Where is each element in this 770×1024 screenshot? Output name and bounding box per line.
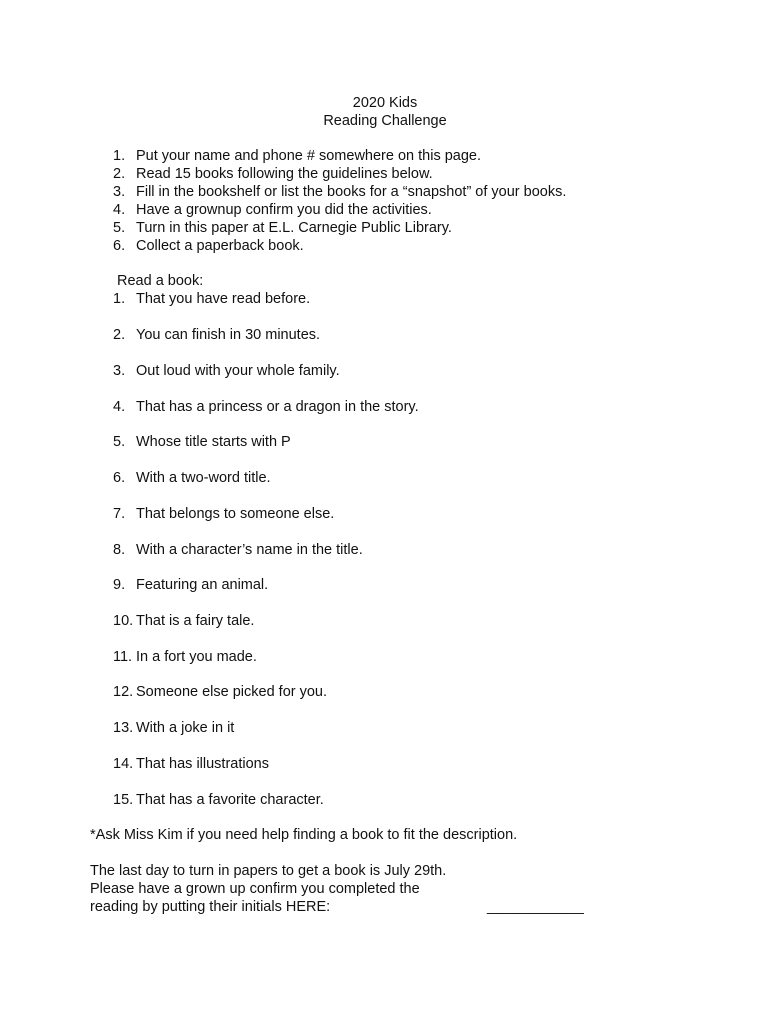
criteria-item: [113, 469, 271, 487]
instruction-text: Put your name and phone # somewhere on this page.: [136, 148, 482, 164]
criteria-text: With a two-word title.: [136, 470, 271, 486]
criteria-number: 5.: [113, 434, 126, 450]
instruction-number: 4.: [113, 202, 126, 218]
instruction-item: [113, 183, 566, 201]
criteria-number: 6.: [113, 470, 126, 486]
criteria-text: With a character’s name in the title.: [136, 542, 363, 558]
instruction-text: Turn in this paper at E.L. Carnegie Public Library.: [136, 220, 452, 236]
criteria-number: 4.: [113, 399, 126, 415]
instruction-item: [113, 165, 433, 183]
criteria-item: [113, 683, 327, 701]
criteria-text: Whose title starts with P: [136, 434, 291, 450]
instruction-item: [113, 219, 452, 237]
criteria-number: 8.: [113, 542, 126, 558]
instruction-text: Have a grownup confirm you did the activities.: [136, 202, 432, 218]
title-year: 2020 Kids: [352, 95, 418, 111]
instruction-item: [113, 237, 304, 255]
criteria-item: [113, 755, 269, 773]
criteria-text: Featuring an animal.: [136, 577, 269, 593]
criteria-item: [113, 719, 234, 737]
criteria-item: [113, 326, 320, 344]
help-note: *Ask Miss Kim if you need help finding a book to fit the description.: [90, 827, 518, 843]
criteria-number: 13.: [113, 720, 134, 736]
instruction-number: 1.: [113, 148, 126, 164]
criteria-item: [113, 362, 340, 380]
criteria-text: That you have read before.: [136, 291, 311, 307]
criteria-text: Someone else picked for you.: [136, 684, 328, 700]
criteria-number: 1.: [113, 291, 126, 307]
criteria-number: 14.: [113, 756, 134, 772]
read-a-book-heading: Read a book:: [117, 273, 204, 289]
criteria-text: That belongs to someone else.: [136, 506, 335, 522]
criteria-number: 7.: [113, 506, 126, 522]
criteria-text: In a fort you made.: [136, 649, 257, 665]
criteria-text: That has a princess or a dragon in the story.: [136, 399, 419, 415]
criteria-item: [113, 612, 254, 630]
criteria-item: [113, 398, 419, 416]
criteria-item: [113, 290, 310, 308]
instruction-text: Read 15 books following the guidelines below.: [136, 166, 433, 182]
criteria-item: [113, 541, 363, 559]
confirm-text: Please have a grown up confirm you completed the: [90, 881, 420, 897]
criteria-item: [113, 505, 334, 523]
criteria-text: That has a favorite character.: [136, 792, 324, 808]
criteria-number: 9.: [113, 577, 126, 593]
criteria-number: 15.: [113, 792, 134, 808]
criteria-number: 10.: [113, 613, 134, 629]
instruction-number: 3.: [113, 184, 126, 200]
initials-prompt: reading by putting their initials HERE:: [90, 899, 331, 915]
criteria-text: You can finish in 30 minutes.: [136, 327, 321, 343]
criteria-item: [113, 791, 324, 809]
title-challenge: Reading Challenge: [323, 113, 447, 129]
criteria-number: 3.: [113, 363, 126, 379]
instruction-number: 5.: [113, 220, 126, 236]
criteria-item: [113, 433, 291, 451]
criteria-item: [113, 648, 257, 666]
instruction-text: Collect a paperback book.: [136, 238, 304, 254]
instruction-text: Fill in the bookshelf or list the books for a “snapshot” of your books.: [136, 184, 567, 200]
criteria-number: 12.: [113, 684, 134, 700]
criteria-text: Out loud with your whole family.: [136, 363, 340, 379]
initials-blank[interactable]: ____________: [487, 899, 584, 915]
criteria-text: With a joke in it: [136, 720, 235, 736]
criteria-number: 2.: [113, 327, 126, 343]
criteria-text: That is a fairy tale.: [136, 613, 255, 629]
criteria-text: That has illustrations: [136, 756, 269, 772]
criteria-item: [113, 576, 268, 594]
deadline-text: The last day to turn in papers to get a book is July 29th.: [90, 863, 447, 879]
instruction-number: 2.: [113, 166, 126, 182]
instruction-number: 6.: [113, 238, 126, 254]
instruction-item: [113, 147, 481, 165]
instruction-item: [113, 201, 432, 219]
criteria-number: 11.: [113, 649, 133, 665]
